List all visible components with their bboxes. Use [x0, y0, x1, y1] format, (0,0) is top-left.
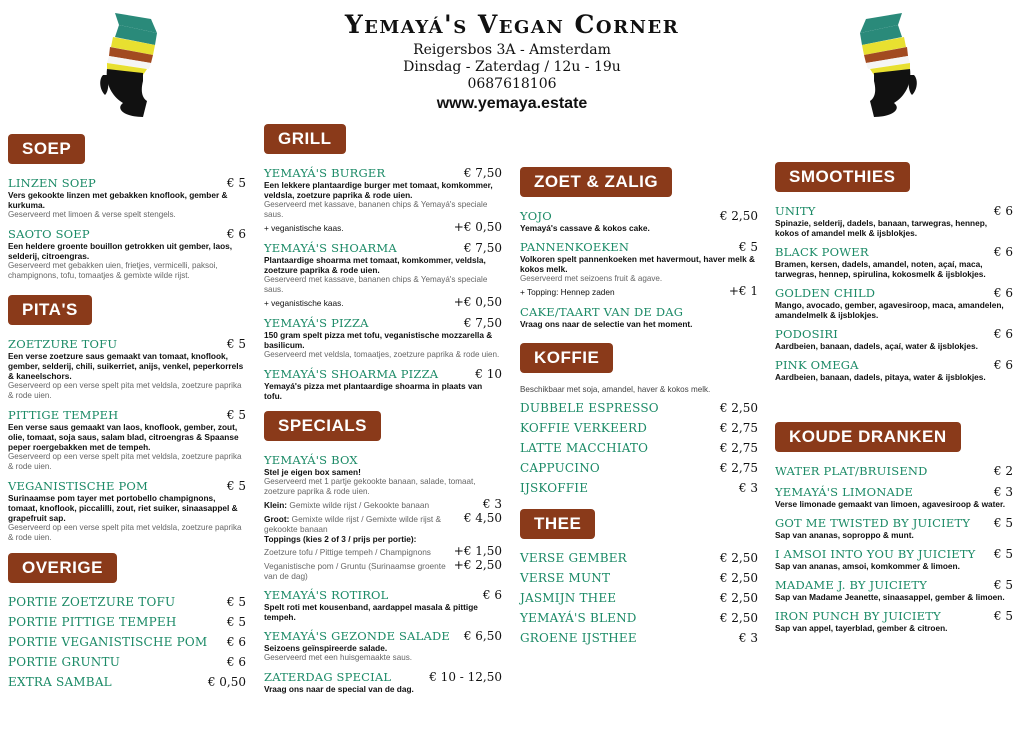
item-price: € 2,75 [719, 421, 758, 435]
menu-item [8, 479, 246, 543]
item-serving-note: Geserveerd met een huisgemaakte saus. [264, 653, 413, 662]
item-price: € 5 [993, 609, 1013, 623]
item-price: € 5 [738, 240, 758, 254]
item-name: YEMAYÁ'S PIZZA [264, 316, 369, 330]
item-description: Surinaamse pom tayer met portobello champignons, tomaat, knoflook, piccalilli, zout, riet suiker, sinaasappel & grapefruit sap. [8, 493, 238, 523]
section-badge-overige: OVERIGE [8, 553, 117, 583]
item-serving-note: Geserveerd met kassave, bananen chips & Yemayá's speciale saus. [264, 275, 488, 294]
item-name: SAOTO SOEP [8, 227, 90, 241]
item-serving-note: Geserveerd met 1 partje gekookte banaan, salade, tomaat, zoetzure paprika & rode uien. [264, 477, 476, 496]
item-price: € 6 [993, 204, 1013, 218]
size-label: Groot: [264, 514, 290, 524]
item-description: Spinazie, selderij, dadels, banaan, tarwegras, hennep, kokos of amandel melk & ijsblokjes. [775, 218, 988, 238]
menu-item [8, 615, 246, 629]
item-description: Een lekkere plantaardige burger met tomaat, komkommer, veldsla, zoetzure paprika & rode uien. [264, 180, 493, 200]
address: Reigersbos 3A - Amsterdam [413, 42, 611, 58]
section-badge-koffie: KOFFIE [520, 343, 613, 373]
item-name: BLACK POWER [775, 245, 869, 259]
item-name: YEMAYÁ'S GEZONDE SALADE [264, 629, 450, 643]
item-name: MADAME J. BY JUICIETY [775, 578, 927, 592]
item-serving-note: Geserveerd met kassave, bananen chips & Yemayá's speciale saus. [264, 200, 488, 219]
item-name: CAKE/TAART VAN DE DAG [520, 305, 684, 319]
item-name: LINZEN SOEP [8, 176, 96, 190]
item-serving-note: Geserveerd met gebakken uien, frietjes, vermicelli, paksoi, champignons, tofu, tomaatjes & gemixte wilde rijst. [8, 261, 218, 280]
item-description: Seizoens geïnspireerde salade. [264, 643, 388, 653]
item-name: EXTRA SAMBAL [8, 675, 112, 689]
item-name: IJSKOFFIE [520, 481, 589, 495]
menu-item [520, 240, 758, 298]
item-name: YEMAYÁ'S LIMONADE [775, 485, 914, 499]
item-description: Verse limonade gemaakt van limoen, agavesiroop & water. [775, 499, 1006, 509]
item-name: YEMAYÁ'S BLEND [520, 611, 637, 625]
item-name: WATER PLAT/BRUISEND [775, 464, 928, 478]
topping-text: Veganistische pom / Gruntu (Surinaamse groente van de dag) [264, 561, 446, 581]
section-thee [520, 509, 758, 645]
menu-item [520, 631, 758, 645]
column-3 [520, 167, 758, 655]
menu-item [775, 204, 1013, 238]
menu-item [8, 635, 246, 649]
menu-item [520, 591, 758, 605]
item-extra: + Topping: Hennep zaden [520, 287, 615, 297]
menu-item [8, 595, 246, 609]
menu-item [8, 408, 246, 472]
item-name: YEMAYÁ'S SHOARMA PIZZA [264, 367, 439, 381]
item-description: Mango, avocado, gember, agavesiroop, maca, amandelen, amandelmelk & ijsblokjes. [775, 300, 1004, 320]
section-zoet-zalig [520, 167, 758, 329]
item-price: € 6 [226, 635, 246, 649]
section-smoothies [775, 162, 1013, 382]
item-price: € 2,50 [719, 551, 758, 565]
item-price: € 3 [993, 485, 1013, 499]
section-koude-dranken [775, 422, 1013, 633]
phone-number: 0687618106 [467, 76, 557, 92]
item-price: € 3 [738, 631, 758, 645]
column-2 [264, 124, 502, 704]
item-price: € 2,50 [719, 571, 758, 585]
item-description: Sap van ananas, soproppo & munt. [775, 530, 914, 540]
item-description: Vraag ons naar de selectie van het moment. [520, 319, 693, 329]
menu-item [520, 571, 758, 585]
section-soep [8, 134, 246, 281]
item-name: UNITY [775, 204, 816, 218]
item-price: € 5 [226, 615, 246, 629]
item-name: PORTIE VEGANISTISCHE POM [8, 635, 208, 649]
section-pitas [8, 295, 246, 543]
menu-item [520, 401, 758, 415]
item-price: € 6 [226, 227, 246, 241]
item-name: CAPPUCINO [520, 461, 600, 475]
item-extra-price: +€ 0,50 [453, 220, 502, 234]
menu-item [775, 245, 1013, 279]
item-name: LATTE MACCHIATO [520, 441, 649, 455]
menu-item [775, 485, 1013, 509]
item-serving-note: Geserveerd op een verse spelt pita met veldsla, zoetzure paprika & rode uien. [8, 452, 242, 471]
item-description: 150 gram spelt pizza met tofu, veganistische mozzarella & basilicum. [264, 330, 493, 350]
item-name: PORTIE PITTIGE TEMPEH [8, 615, 177, 629]
item-price: € 6 [993, 245, 1013, 259]
menu-item [520, 441, 758, 455]
menu-item [775, 358, 1013, 382]
item-price: € 10 [475, 367, 502, 381]
item-name: YEMAYÁ'S BURGER [264, 166, 386, 180]
menu-item [775, 286, 1013, 320]
item-name: DUBBELE ESPRESSO [520, 401, 659, 415]
item-description: Volkoren spelt pannenkoeken met havermout, haver melk & kokos melk. [520, 254, 755, 274]
item-price: € 4,50 [463, 511, 502, 525]
menu-item [775, 547, 1013, 571]
topping-text: Zoetzure tofu / Pittige tempeh / Champignons [264, 547, 431, 557]
item-name: JASMIJN THEE [520, 591, 617, 605]
woman-headwrap-logo-icon [852, 5, 932, 120]
item-description: Sap van appel, tayerblad, gember & citroen. [775, 623, 948, 633]
item-price: € 2,50 [719, 611, 758, 625]
item-description: Sap van Madame Jeanette, sinaasappel, gember & limoen. [775, 592, 1005, 602]
menu-item [264, 629, 502, 663]
menu-item [775, 609, 1013, 633]
section-badge-zoet-zalig: ZOET & ZALIG [520, 167, 672, 197]
menu-item [8, 227, 246, 281]
item-serving-note: Geserveerd met veldsla, tomaatjes, zoetzure paprika & rode uien. [264, 350, 500, 359]
menu-item [775, 327, 1013, 351]
item-price: € 2,50 [719, 591, 758, 605]
menu-item [775, 516, 1013, 540]
item-price: € 5 [226, 176, 246, 190]
item-price: € 5 [993, 547, 1013, 561]
item-extra-price: +€ 0,50 [453, 295, 502, 309]
section-badge-smoothies: SMOOTHIES [775, 162, 910, 192]
section-badge-soep: SOEP [8, 134, 85, 164]
item-description: Vers gekookte linzen met gebakken knoflook, gember & kurkuma. [8, 190, 228, 210]
menu-item [520, 461, 758, 475]
size-text: Gemixte wilde rijst / Gemixte wilde rijst & gekookte banaan [264, 514, 442, 534]
item-price: € 5 [226, 337, 246, 351]
item-name: VEGANISTISCHE POM [8, 479, 148, 493]
size-text: Gemixte wilde rijst / Gekookte banaan [289, 500, 430, 510]
item-price: € 5 [993, 578, 1013, 592]
item-description: Bramen, kersen, dadels, amandel, noten, açaí, maca, tarwegras, hennep, spirulina, kokosmelk & ijsblokjes. [775, 259, 986, 279]
item-price: € 6,50 [463, 629, 502, 643]
menu-item [264, 670, 502, 694]
koffie-note: Beschikbaar met soja, amandel, haver & kokos melk. [520, 385, 711, 394]
item-serving-note: Geserveerd met limoen & verse spelt stengels. [8, 210, 176, 219]
item-price: € 2,50 [719, 209, 758, 223]
toppings-label: Toppings (kies 2 of 3 / prijs per portie): [264, 534, 417, 544]
item-serving-note: Geserveerd op een verse spelt pita met veldsla, zoetzure paprika & rode uien. [8, 523, 242, 542]
column-4 [775, 162, 1013, 643]
section-specials [264, 411, 502, 694]
menu-item [8, 337, 246, 401]
item-description: Vraag ons naar de special van de dag. [264, 684, 414, 694]
section-badge-koude-dranken: KOUDE DRANKEN [775, 422, 961, 452]
item-name: VERSE MUNT [520, 571, 611, 585]
item-description: Een heldere groente bouillon getrokken uit gember, laos, selderij, citroengras. [8, 241, 233, 261]
opening-hours: Dinsdag - Zaterdag / 12u - 19u [403, 59, 621, 75]
item-description: Aardbeien, banaan, dadels, pitaya, water & ijsblokjes. [775, 372, 986, 382]
website-link[interactable]: www.yemaya.estate [436, 95, 588, 112]
section-badge-specials: SPECIALS [264, 411, 381, 441]
item-description: Yemayá's cassave & kokos cake. [520, 223, 650, 233]
item-name: PINK OMEGA [775, 358, 859, 372]
item-name: YEMAYÁ'S SHOARMA [264, 241, 397, 255]
menu-item [8, 675, 246, 689]
item-price: € 2,50 [719, 401, 758, 415]
item-name: VERSE GEMBER [520, 551, 627, 565]
item-price: € 2,75 [719, 461, 758, 475]
item-serving-note: Geserveerd op een verse spelt pita met veldsla, zoetzure paprika & rode uien. [8, 381, 242, 400]
item-price: € 7,50 [463, 241, 502, 255]
item-name: ZATERDAG SPECIAL [264, 670, 392, 684]
menu-item [775, 464, 1013, 478]
item-name: GOLDEN CHILD [775, 286, 876, 300]
item-name: YOJO [520, 209, 552, 223]
item-description: Een verse zoetzure saus gemaakt van tomaat, knoflook, gember, selderij, chili, suikerriet, anijs, venkel, peperkorrels & kaneelschors. [8, 351, 244, 381]
menu-item [8, 176, 246, 220]
menu-item [264, 166, 502, 234]
menu-item [264, 241, 502, 309]
item-price: € 6 [993, 358, 1013, 372]
restaurant-title: Yemayá's Vegan Corner [344, 10, 680, 39]
item-price: € 5 [226, 595, 246, 609]
menu-item [264, 588, 502, 622]
menu-item [520, 305, 758, 329]
item-description: Aardbeien, banaan, dadels, açaí, water & ijsblokjes. [775, 341, 978, 351]
menu-item [520, 421, 758, 435]
item-price: € 2,75 [719, 441, 758, 455]
item-price: € 6 [482, 588, 502, 602]
item-price: € 0,50 [207, 675, 246, 689]
item-name: PITTIGE TEMPEH [8, 408, 119, 422]
section-badge-thee: THEE [520, 509, 595, 539]
item-price: € 10 - 12,50 [429, 670, 502, 684]
section-badge-grill: GRILL [264, 124, 346, 154]
item-name: PANNENKOEKEN [520, 240, 630, 254]
menu-item [520, 611, 758, 625]
item-extra: + veganistische kaas. [264, 223, 344, 233]
menu-item [520, 209, 758, 233]
item-name: KOFFIE VERKEERD [520, 421, 648, 435]
item-price: +€ 2,50 [453, 558, 502, 572]
section-grill [264, 124, 502, 401]
menu-item [520, 551, 758, 565]
menu-item [264, 367, 502, 401]
item-price: € 6 [993, 286, 1013, 300]
item-name: YEMAYÁ'S BOX [264, 453, 358, 467]
item-description: Sap van ananas, amsoi, komkommer & limoen. [775, 561, 960, 571]
item-extra: + veganistische kaas. [264, 298, 344, 308]
item-name: PODOSIRI [775, 327, 839, 341]
item-description: Een verse saus gemaakt van laos, knoflook, gember, zout, olie, tomaat, soja saus, salam blad, citroengras & Spaanse peper roergebakken met de tempeh. [8, 422, 239, 452]
item-description: Stel je eigen box samen! [264, 467, 361, 477]
section-badge-pitas: PITA'S [8, 295, 92, 325]
item-name: PORTIE GRUNTU [8, 655, 121, 669]
item-price: € 5 [226, 479, 246, 493]
item-price: € 7,50 [463, 316, 502, 330]
item-name: IRON PUNCH BY JUICIETY [775, 609, 941, 623]
item-price: € 2 [993, 464, 1013, 478]
item-name: GROENE IJSTHEE [520, 631, 637, 645]
column-1 [8, 134, 246, 699]
item-name: YEMAYÁ'S ROTIROL [264, 588, 389, 602]
item-description: Yemayá's pizza met plantaardige shoarma in plaats van tofu. [264, 381, 483, 401]
item-description: Plantaardige shoarma met tomaat, komkommer, veldsla, zoetzure paprika & rode uien. [264, 255, 486, 275]
item-extra-price: +€ 1 [728, 284, 758, 298]
section-koffie [520, 343, 758, 495]
size-label: Klein: [264, 500, 288, 510]
section-overige [8, 553, 246, 689]
item-serving-note: Geserveerd met seizoens fruit & agave. [520, 274, 663, 283]
menu-item [8, 655, 246, 669]
menu-item [264, 316, 502, 360]
menu-item [264, 453, 502, 581]
item-name: GOT ME TWISTED BY JUICIETY [775, 516, 971, 530]
item-price: +€ 1,50 [453, 544, 502, 558]
item-price: € 6 [993, 327, 1013, 341]
item-price: € 6 [226, 655, 246, 669]
item-name: PORTIE ZOETZURE TOFU [8, 595, 176, 609]
item-name: ZOETZURE TOFU [8, 337, 118, 351]
item-price: € 3 [738, 481, 758, 495]
item-price: € 5 [993, 516, 1013, 530]
menu-item [775, 578, 1013, 602]
item-price: € 5 [226, 408, 246, 422]
menu-item [520, 481, 758, 495]
item-price: € 3 [482, 497, 502, 511]
item-name: I AMSOI INTO YOU BY JUICIETY [775, 547, 976, 561]
item-price: € 7,50 [463, 166, 502, 180]
item-description: Spelt roti met kousenband, aardappel masala & pittige tempeh. [264, 602, 478, 622]
woman-headwrap-logo-icon [85, 5, 165, 120]
